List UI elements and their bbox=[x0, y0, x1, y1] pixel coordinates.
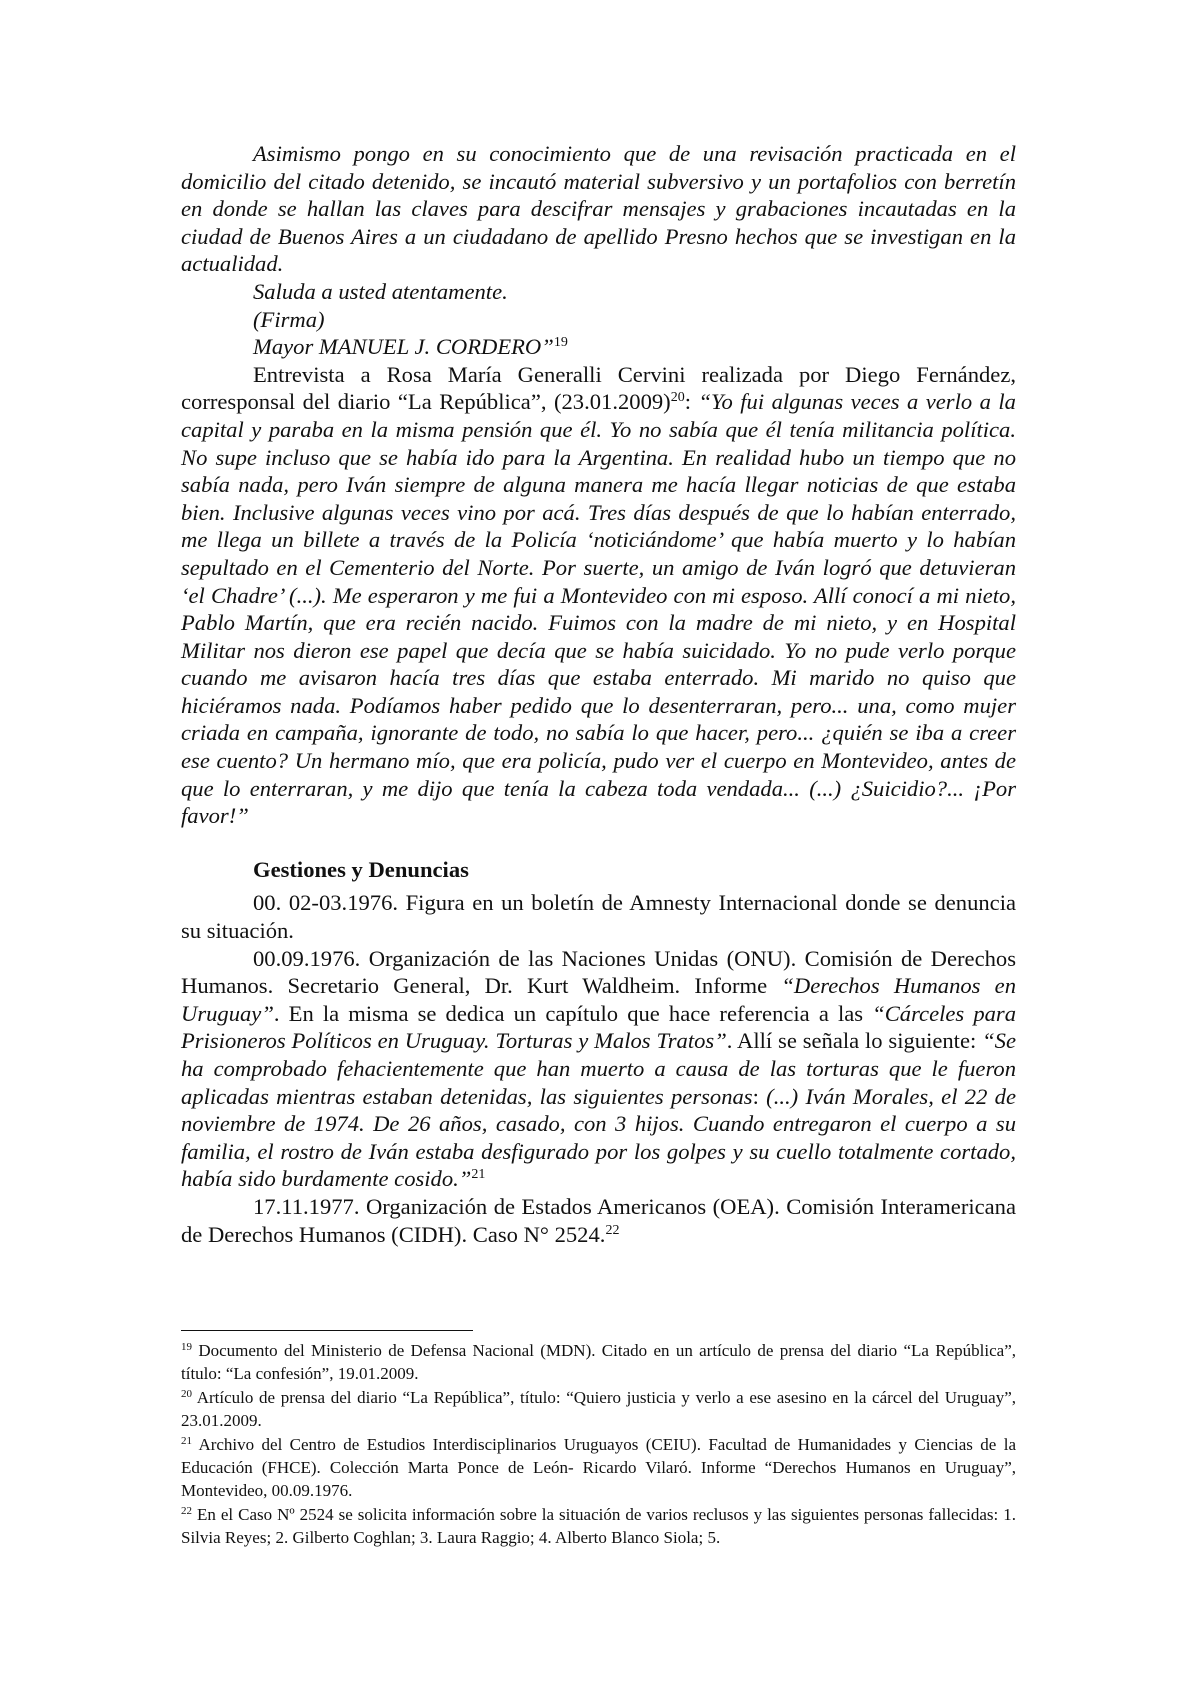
footnote-21: $^{21}$ Archivo del Centro de Estudios Interdisciplinarios Uruguayos (CEIU). Facultad de Humanidades y Ciencias de la Educación (FHCE). Colección Marta Ponce de León- Ricardo Vilaró. Informe “Derechos Humanos en Uruguay”, Montevideo, 00.09.1976. bbox=[181, 1434, 1016, 1501]
footnote-20: $^{20}$ Artículo de prensa del diario “La República”, título: “Quiero justicia y verlo a ese asesino en la cárcel del Uruguay”, 23.01.2009. bbox=[181, 1387, 1016, 1431]
footnote-ref-22[interactable]: 22 bbox=[605, 1222, 620, 1238]
report-title: “Derechos Humanos en Uruguay” bbox=[181, 973, 1016, 1026]
firma-label: (Firma) bbox=[253, 306, 325, 332]
footnote-ref-21[interactable]: 21 bbox=[471, 1167, 486, 1183]
gestion-amnesty: 00. 02-03.1976. Figura en un boletín de Amnesty Internacional donde se denuncia su situación. bbox=[181, 890, 1016, 944]
report-quote-cont: (...) Iván Morales, el 22 de noviembre de 1974. De 26 años, casado, con 3 hijos. Cuando entregaron el cuerpo a su familia, el rostro de Iván estaba desfigurado por los golpes y su cuello totalmente cortado, había sido burdamente cosido.” bbox=[181, 1083, 1016, 1192]
salutation: Saluda a usted atentamente. bbox=[253, 278, 508, 304]
document-body bbox=[181, 140, 1016, 1248]
footnote-ref-20[interactable]: 20 bbox=[670, 390, 685, 406]
signer-name: Mayor MANUEL J. CORDERO” bbox=[253, 334, 554, 360]
interview-quote: “Yo fui algunas veces a verlo a la capital y paraba en la misma pensión que él. Yo no sabía que él tenía militancia política. No supe incluso que se había ido para la Argentina. En realidad hubo un tiempo que no sabía nada, pero Iván siempre de alguna manera me hacía llegar noticias de que estaba bien. Inclusive algunas veces vino por acá. Tres días después de que lo habían enterrado, me llega un billete a través de la Policía ‘noticiándome’ que había muerto y lo habían sepultado en el Cementerio del Norte. Por suerte, un amigo de Iván logró que detuvieran ‘el Chadre’ (...). Me esperaron y me fui a Montevideo con mi esposo. Allí conocí a mi nieto, Pablo Martín, que era recién nacido. Fuimos con la madre de mi nieto, y en Hospital Militar nos dieron ese papel que decía que se había suicidado. Yo no pude verlo porque cuando me avisaron hacía tres días que estaba enterrado. Mi marido no quiso que hiciéramos nada. Podíamos haber pedido que lo desenterraran, pero... una, como mujer criada en campaña, ignorante de todo, no sabía lo que hacer, pero... ¿quién se iba a creer ese cuento? Un hermano mío, que era policía, pudo ver el cuerpo en Montevideo, antes de que lo enterraran, y me dijo que tenía la cabeza toda vendada... (...) ¿Suicidio?... ¡Por favor!” bbox=[181, 389, 1016, 829]
chapter-title: “Cárceles para Prisioneros Políticos en Uruguay. Torturas y Malos Tratos” bbox=[181, 1000, 1017, 1054]
footnote-ref-19[interactable]: 19 bbox=[553, 335, 568, 351]
signer-line bbox=[181, 333, 1016, 361]
report-quote: “Se ha comprobado fehacientemente que han muerto a causa de las torturas que le fueron aplicadas mientras estaban detenidas, las siguientes personas bbox=[181, 1028, 1016, 1109]
footnotes bbox=[181, 1339, 1016, 1550]
gestion-oea: 17.11.1977. Organización de Estados Americanos (OEA). Comisión Interamericana de Derechos Humanos (CIDH). Caso N° 2524.22 bbox=[181, 1193, 1016, 1247]
section-heading: Gestiones y Denuncias bbox=[253, 856, 469, 882]
paragraph-interview: Entrevista a Rosa María Generalli Cervini realizada por Diego Fernández, corresponsal del diario “La República”, $(23.01.2009)^{20}$: “Yo fui algunas veces a verlo a la capital y paraba en la misma pensión que él. Yo no sabía que él tenía militancia política. No supe incluso que se había ido para la Argentina. En realidad hubo un tiempo que no sabía nada, pero Iván siempre de alguna manera me hacía llegar noticias de que estaba bien. Inclusive algunas veces vino por acá. Tres días después de que lo habían enterrado, me llega un billete a través de la Policía ‘noticiándome’ que había muerto y lo habían sepultado en el Cementerio del Norte. Por suerte, un amigo de Iván logró que detuvieran ‘el Chadre’ (...). Me esperaron y me fui a Montevideo con mi esposo. Allí conocí a mi nieto, Pablo Martín, que era recién nacido. Fuimos con la madre de mi nieto, y en Hospital Militar nos dieron ese papel que decía que se había suicidado. Yo no pude verlo porque cuando me avisaron hacía tres días que estaba enterrado. Mi marido no quiso que hiciéramos nada. Podíamos haber pedido que lo desenterraran, pero... una, como mujer criada en campaña, ignorante de todo, no sabía lo que hacer, pero... ¿quién se iba a creer ese cuento? Un hermano mío, que era policía, pudo ver el cuerpo en Montevideo, antes de que lo enterraran, y me dijo que tenía la cabeza toda vendada... (...) ¿Suicidio?... ¡Por favor!” bbox=[181, 361, 1016, 829]
footnote-22: $^{22}$ En el Caso Nº 2524 se solicita información sobre la situación de varios reclusos y las siguientes personas fallecidas: 1. Silvia Reyes; 2. Gilberto Coghlan; 3. Laura Raggio; 4. Alberto Blanco Siola; 5. bbox=[181, 1504, 1016, 1548]
gestion-onu: 00.09.1976. Organización de las Naciones Unidas (ONU). Comisión de Derechos Humanos. Secretario General, Dr. Kurt Waldheim. Informe “Derechos Humanos en Uruguay”. En la misma se dedica un capítulo que hace referencia a las “Cárceles para Prisioneros Políticos en Uruguay. Torturas y Malos Tratos”. Allí se señala lo siguiente: “Se ha comprobado fehacientemente que han muerto a causa de las torturas que le fueron aplicadas mientras estaban detenidas, las siguientes personas: (...) Iván Morales, el 22 de noviembre de 1974. De 26 años, casado, con 3 hijos. Cuando entregaron el cuerpo a su familia, el rostro de Iván estaba desfigurado por los golpes y su cuello totalmente cortado, había sido burdamente cosido.”$^{21}$ bbox=[181, 945, 1017, 1192]
footnote-separator bbox=[181, 1330, 473, 1331]
paragraph-revision: Asimismo pongo en su conocimiento que de una revisación practicada en el domicilio del citado detenido, se incautó material subversivo y un portafolios con berretín en donde se hallan las claves para descifrar mensajes y grabaciones incautadas en la ciudad de Buenos Aires a un ciudadano de apellido Presno hechos que se investigan en la actualidad. bbox=[181, 141, 1016, 277]
footnote-19: $^{19}$ Documento del Ministerio de Defensa Nacional (MDN). Citado en un artículo de prensa del diario “La República”, título: “La confesión”, 19.01.2009. bbox=[181, 1341, 1016, 1384]
interview-intro: Entrevista a Rosa María Generalli Cervini realizada por Diego Fernández, corresponsal del diario “La República”, (23.01.2009) bbox=[181, 361, 1016, 415]
